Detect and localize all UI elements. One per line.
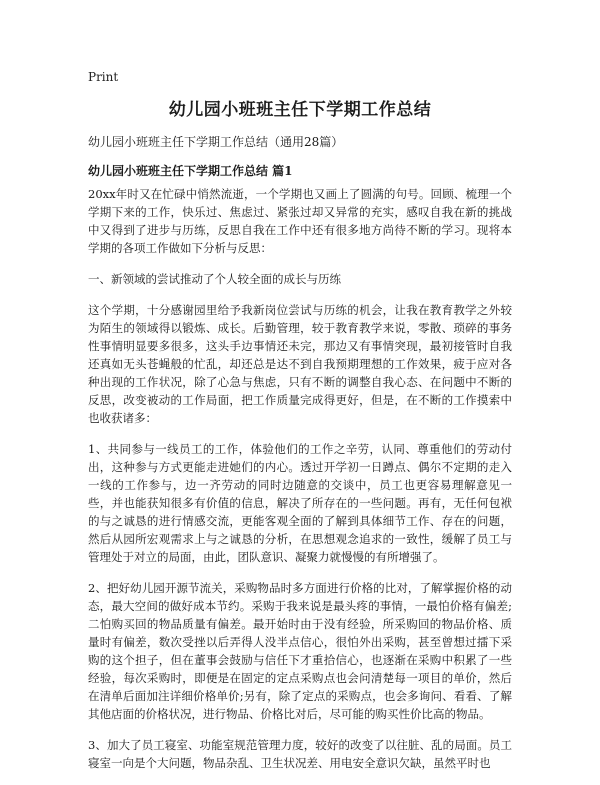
section-heading: 幼儿园小班班主任下学期工作总结 篇1 [88, 164, 293, 178]
document-title: 幼儿园小班班主任下学期工作总结 [168, 100, 432, 120]
paragraph-item-1: 1、共同参与一线员工的工作，体验他们的工作之辛劳，认同、尊重他们的劳动付出，这种参与方式更能走进她们的内心。透过开学初一日蹲点、偶尔不定期的走入一线的工作参与，边一齐劳动的同时边随意的交谈中，员工也更容易理解意见一些，并也能获知很多有价值的信息，解决了所存在的一些问题。再有，无任何包袱的与之诚恳的进行情感交流，更能客观全面的了解到具体细节工作、存在的问题，然后从园所宏观需求上与之诚恳的分析，在思想观念追求的一致性，缓解了员工与管理处于对立的局面，由此，团队意识、凝聚力就慢慢的有所增强了。 [88, 442, 512, 564]
paragraph-item-2: 2、把好幼儿园开源节流关，采购物品时多方面进行价格的比对，了解掌握价格的动态，最大空间的做好成本节约。采购于我来说是最头疼的事情，一最怕价格有偏差;二怕购买回的物品质量有偏差。最开始时由于没有经验，所采购回的物品价格、质量时有偏差，数次受挫以后弄得人没半点信心，很怕外出采购，甚至曾想过擂下采购的这个担子，但在董事会鼓励与信任下才重拾信心，也逐渐在采购中积累了一些经验，每次采购时，即便是在固定的定点采购点也会问清楚每一项目的单价，然后在清单后面加注详细价格单价;另有，除了定点的采购点，也会多询问、看看、了解其他店面的价格状况，进行物品、价格比对后，尽可能的购买性价比高的物品。 [88, 581, 512, 721]
paragraph-body: 这个学期，十分感谢园里给予我新岗位尝试与历练的机会，让我在教育教学之外较为陌生的领域得以锻炼、成长。后勤管理，较于教育教学来说，零散、琐碎的事务性事情明显要多很多，这头手边事情还未完，那边又有事情突现，最初接管时自我还真如无头苍蝇般的忙乱，却还总是达不到自我预期理想的工作效果，疲于应对各种出现的工作状况，除了心急与焦虑，只有不断的调整自我心态、在问题中不断的反思，改变被动的工作局面，把工作质量完成得更好，但是，在不断的工作摸索中也收获诸多： [88, 303, 512, 425]
paragraph-section-heading: 一、新领域的尝试推动了个人较全面的成长与历练 [88, 272, 341, 286]
paragraph-intro: 20xx年时又在忙碌中悄然流逝，一个学期也又画上了圆满的句号。回顾、梳理一个学期下来的工作，快乐过、焦虑过、紧张过却又异常的充实，感叹自我在新的挑战中又得到了进步与历练，反思自我在工作中还有很多地方尚待不断的学习。现将本学期的各项工作做如下分析与反思： [88, 187, 512, 255]
paragraph-item-3: 3、加大了员工寝室、功能室规范管理力度，较好的改变了以往脏、乱的局面。员工寝室一向是个大问题，物品杂乱、卫生状况差、用电安全意识欠缺，虽然平时也 [88, 738, 512, 770]
print-label: Print [88, 70, 119, 84]
document-body [88, 185, 512, 785]
document-subtitle: 幼儿园小班班主任下学期工作总结（通用28篇） [88, 135, 344, 149]
